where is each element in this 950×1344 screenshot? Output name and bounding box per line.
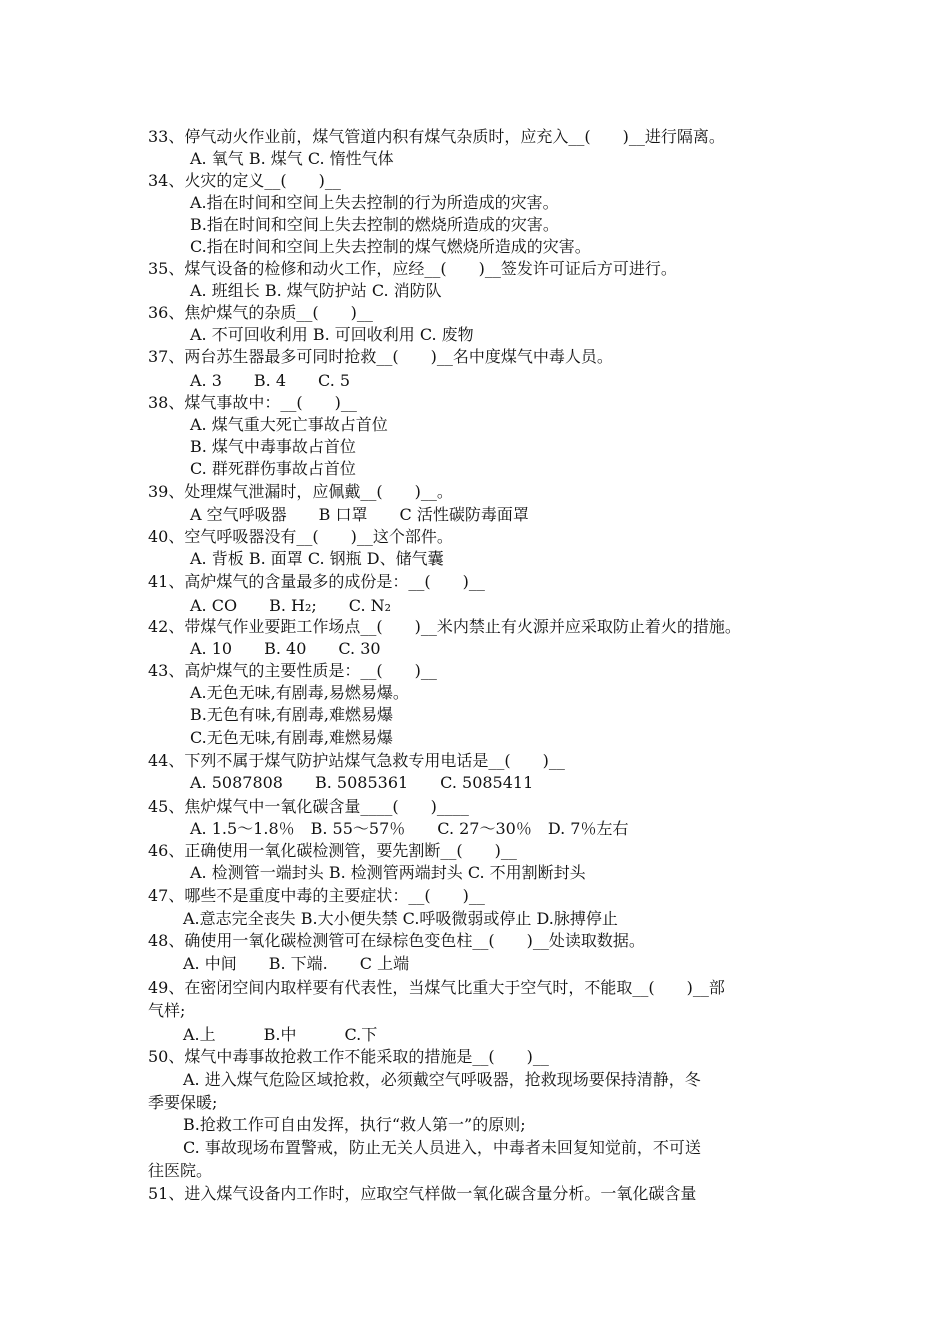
option-38-b: B. 煤气中毒事故占首位	[190, 437, 356, 456]
question-35: 35、煤气设备的检修和动火工作，应经__( )__签发许可证后方可进行。	[148, 259, 677, 278]
question-41: 41、高炉煤气的含量最多的成份是：__( )__	[148, 572, 485, 591]
option-43-a: A.无色无味,有剧毒,易燃易爆。	[190, 683, 409, 702]
options-48: A. 中间 B. 下端. C 上端	[183, 954, 410, 973]
question-49-cont: 气样;	[148, 1001, 186, 1020]
question-36: 36、焦炉煤气的杂质__( )__	[148, 303, 373, 322]
option-50-a-cont: 季要保暖;	[148, 1093, 218, 1112]
option-50-a: A. 进入煤气危险区域抢救，必须戴空气呼吸器，抢救现场要保持清静，冬	[183, 1070, 701, 1089]
question-39: 39、处理煤气泄漏时，应佩戴__( )__。	[148, 482, 453, 501]
question-49: 49、在密闭空间内取样要有代表性，当煤气比重大于空气时，不能取__( )__部	[148, 978, 725, 997]
question-50: 50、煤气中毒事故抢救工作不能采取的措施是__( )__	[148, 1047, 549, 1066]
options-46: A. 检测管一端封头 B. 检测管两端封头 C. 不用割断封头	[190, 863, 586, 882]
options-39: A 空气呼吸器 B 口罩 C 活性碳防毒面罩	[190, 505, 529, 524]
question-51: 51、进入煤气设备内工作时，应取空气样做一氧化碳含量分析。一氧化碳含量	[148, 1184, 697, 1203]
options-33: A. 氧气 B. 煤气 C. 惰性气体	[190, 149, 394, 168]
options-40: A. 背板 B. 面罩 C. 钢瓶 D、储气囊	[190, 549, 444, 568]
option-34-c: C.指在时间和空间上失去控制的煤气燃烧所造成的灾害。	[190, 237, 591, 256]
options-37: A. 3 B. 4 C. 5	[190, 371, 351, 390]
question-46: 46、正确使用一氧化碳检测管，要先割断__( )__	[148, 841, 517, 860]
question-48: 48、确使用一氧化碳检测管可在绿棕色变色柱__( )__处读取数据。	[148, 931, 645, 950]
option-50-c-cont: 往医院。	[148, 1161, 213, 1180]
question-34: 34、火灾的定义__( )__	[148, 171, 341, 190]
option-50-c: C. 事故现场布置警戒，防止无关人员进入，中毒者未回复知觉前，不可送	[183, 1138, 701, 1157]
question-44: 44、下列不属于煤气防护站煤气急救专用电话是__( )__	[148, 751, 565, 770]
option-38-a: A. 煤气重大死亡事故占首位	[190, 415, 388, 434]
question-33: 33、停气动火作业前，煤气管道内积有煤气杂质时，应充入__( )__进行隔离。	[148, 127, 725, 146]
options-49: A.上 B.中 C.下	[183, 1025, 378, 1044]
question-37: 37、两台苏生器最多可同时抢救__( )__名中度煤气中毒人员。	[148, 347, 613, 366]
option-50-b: B.抢救工作可自由发挥，执行“救人第一”的原则;	[183, 1115, 526, 1134]
options-45: A. 1.5～1.8％ B. 55～57％ C. 27～30％ D. 7％左右	[190, 819, 629, 838]
question-47: 47、哪些不是重度中毒的主要症状：__( )__	[148, 886, 485, 905]
options-47: A.意志完全丧失 B.大小便失禁 C.呼吸微弱或停止 D.脉搏停止	[183, 909, 618, 928]
question-43: 43、高炉煤气的主要性质是：__( )__	[148, 661, 437, 680]
options-36: A. 不可回收利用 B. 可回收利用 C. 废物	[190, 325, 474, 344]
option-34-a: A.指在时间和空间上失去控制的行为所造成的灾害。	[190, 193, 559, 212]
option-38-c: C. 群死群伤事故占首位	[190, 459, 356, 478]
question-38: 38、煤气事故中：__( )__	[148, 393, 357, 412]
question-40: 40、空气呼吸器没有__( )__这个部件。	[148, 527, 453, 546]
option-43-c: C.无色无味,有剧毒,难燃易爆	[190, 728, 393, 747]
option-34-b: B.指在时间和空间上失去控制的燃烧所造成的灾害。	[190, 215, 559, 234]
options-44: A. 5087808 B. 5085361 C. 5085411	[190, 773, 534, 792]
question-42: 42、带煤气作业要距工作场点__( )__米内禁止有火源并应采取防止着火的措施。	[148, 617, 741, 636]
options-41: A. CO B. H₂; C. N₂	[190, 596, 392, 615]
question-45: 45、焦炉煤气中一氧化碳含量____( )____	[148, 797, 469, 816]
options-42: A. 10 B. 40 C. 30	[190, 639, 381, 658]
option-43-b: B.无色有味,有剧毒,难燃易爆	[190, 705, 394, 724]
options-35: A. 班组长 B. 煤气防护站 C. 消防队	[190, 281, 442, 300]
